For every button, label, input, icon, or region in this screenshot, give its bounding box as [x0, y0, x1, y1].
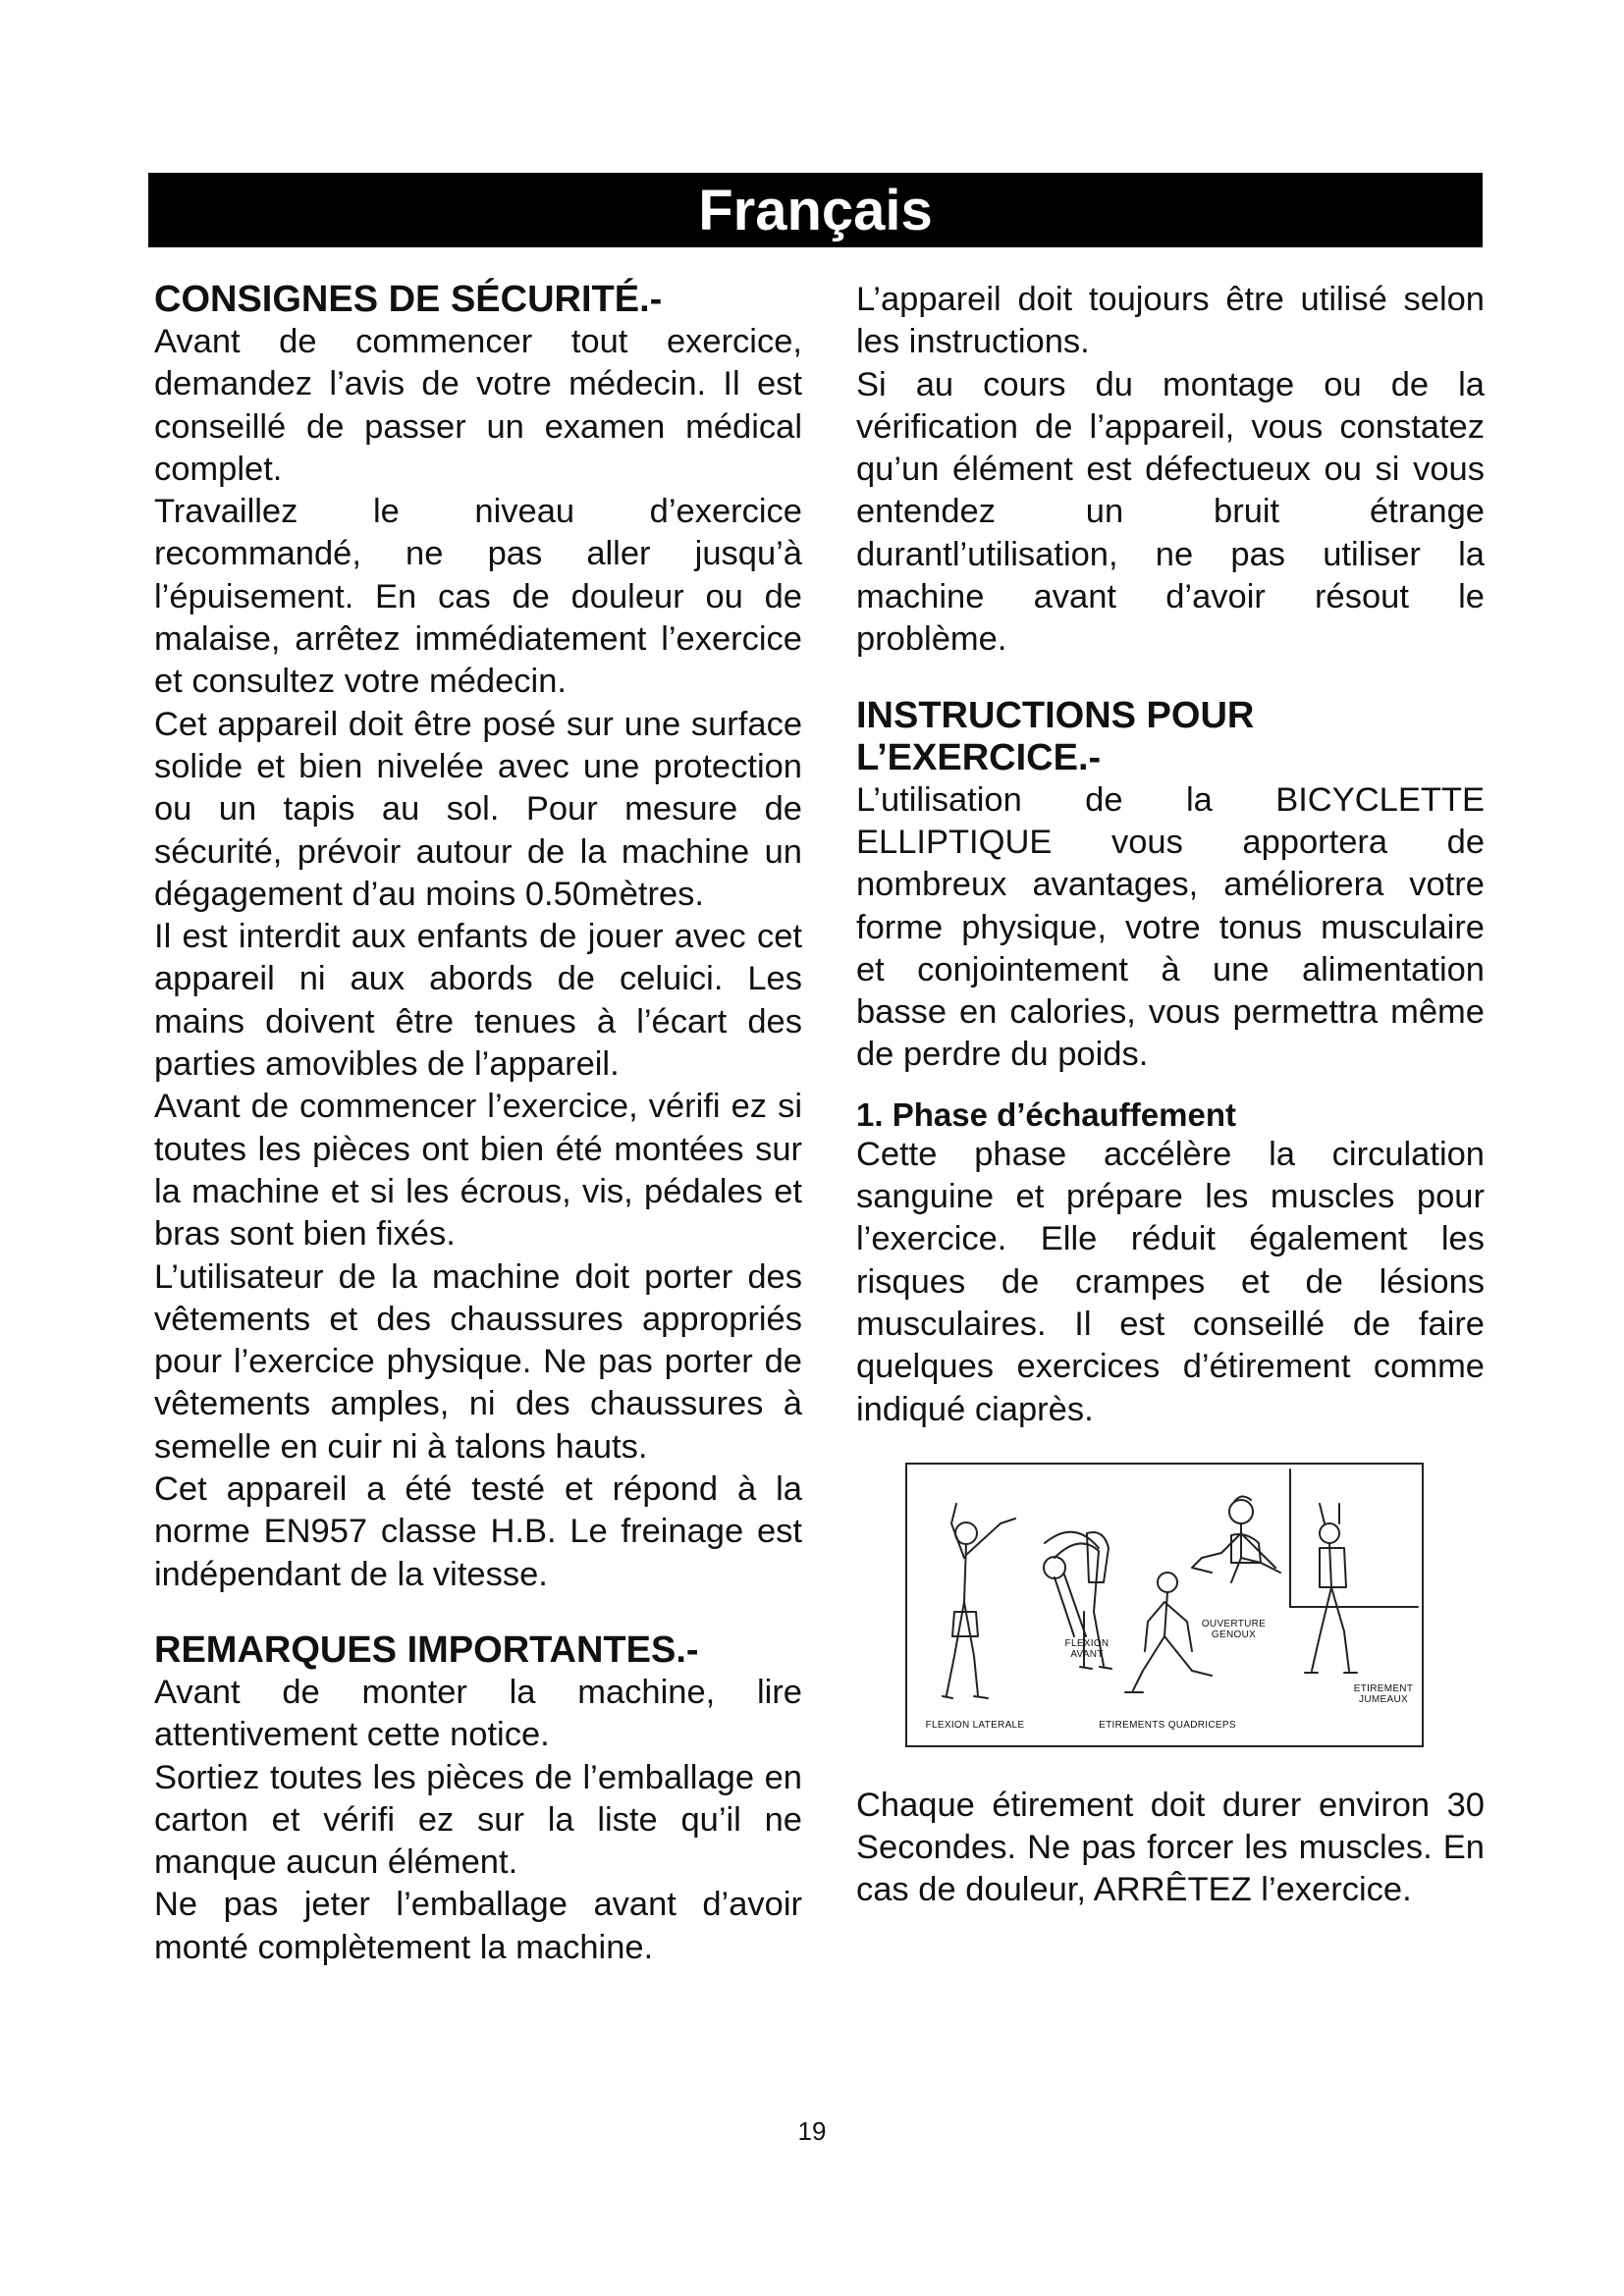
safety-paragraph: Il est interdit aux enfants de jouer avec cet appareil ni aux abords de celuici. Les mains doivent être tenues à l’écart des parties amovibles de l’appareil. — [154, 918, 802, 1084]
intro-paragraph: L’appareil doit toujours être utilisé selon les instructions. — [856, 281, 1485, 361]
closing-paragraph: Chaque étirement doit durer environ 30 Secondes. Ne pas forcer les muscles. En cas de douleur, ARRÊTEZ l’exercice. — [856, 1786, 1485, 1909]
lateral-flexion-figure — [943, 1504, 1015, 1698]
safety-paragraph: Cet appareil a été testé et répond à la norme EN957 classe H.B. Le freinage est indépendant de la vitesse. — [154, 1470, 802, 1593]
etirement-jumeaux-label: ETIREMENT JUMEAUX — [1353, 1682, 1414, 1705]
safety-paragraph: Avant de commencer l’exercice, vérifi ez si toutes les pièces ont bien été montées sur la machine et si les écrous, vis, pédales et bras sont bien fixés. — [154, 1088, 802, 1254]
safety-heading: CONSIGNES DE SÉCURITÉ.- — [154, 279, 663, 320]
warmup-paragraph: Cette phase accélère la circulation sanguine et prépare les muscles pour l’exercice. Elle réduit également les risques de crampes et de lésions musculaires. Il est conseillé de faire quelques exercices d’étirement comme indiqué ciaprès. — [856, 1135, 1485, 1428]
flexion-laterale-label: FLEXION LATERALE — [925, 1719, 1025, 1731]
safety-paragraph: Travaillez le niveau d’exercice recommandé, ne pas aller jusqu’à l’épuisement. En cas de douleur ou de malaise, arrêtez immédiatement l’exercice et consultez votre médecin. — [154, 493, 802, 701]
remarks-paragraph: Ne pas jeter l’emballage avant d’avoir monté complètement la machine. — [154, 1886, 802, 1966]
calf-stretch-figure — [1290, 1469, 1418, 1673]
intro-paragraph: Si au cours du montage ou de la vérification de l’appareil, vous constatez qu’un élément est défectueux ou si vous entendez un bruit étrange durantl’utilisation, ne pas utiliser la machine avant d’avoir résout le problème. — [856, 365, 1485, 659]
safety-paragraph: L’utilisateur de la machine doit porter des vêtements et des chaussures appropriés pour l’exercice physique. Ne pas porter de vêtements amples, ni des chaussures à semelle en cuir ni à talons hauts. — [154, 1257, 802, 1466]
left-column — [154, 279, 802, 1969]
safety-paragraph: Cet appareil doit être posé sur une surface solide et bien nivelée avec une protection ou un tapis au sol. Pour mesure de sécurité, prévoir autour de la machine un dégagement d’au moins 0.50mètres. — [154, 705, 802, 913]
right-column — [856, 279, 1485, 1912]
remarks-heading: REMARQUES IMPORTANTES.- — [154, 1629, 699, 1671]
instructions-paragraph: L’utilisation de la BICYCLETTE ELLIPTIQUE vous apportera de nombreux avantages, améliorera votre forme physique, votre tonus musculaire et conjointement à une alimentation basse en calories, vous permettra même de perdre du poids. — [856, 780, 1485, 1074]
remarks-paragraph: Avant de monter la machine, lire attentivement cette notice. — [154, 1673, 802, 1754]
remarks-paragraph: Sortiez toutes les pièces de l’emballage en carton et vérifi ez sur la liste qu’il ne manque aucun élément. — [154, 1758, 802, 1882]
knee-opening-figure — [1192, 1496, 1280, 1582]
instructions-heading-line1: INSTRUCTIONS POUR — [856, 694, 1255, 736]
etirements-quadriceps-label: ETIREMENTS QUADRICEPS — [1099, 1719, 1236, 1731]
language-header-bar — [148, 173, 1483, 247]
page-number: 19 — [797, 2116, 827, 2146]
warmup-heading: 1. Phase d’échauffement — [856, 1095, 1236, 1133]
language-title: Français — [698, 179, 933, 242]
flexion-avant-label: FLEXION AVANT — [1064, 1637, 1110, 1660]
stretching-exercises-figure — [905, 1463, 1424, 1747]
instructions-heading-line2: L’EXERCICE.- — [856, 736, 1102, 778]
ouverture-genoux-label: OUVERTURE GENOUX — [1201, 1618, 1267, 1640]
safety-paragraph: Avant de commencer tout exercice, demandez l’avis de votre médecin. Il est conseillé de passer un examen médical complet. — [154, 323, 802, 488]
